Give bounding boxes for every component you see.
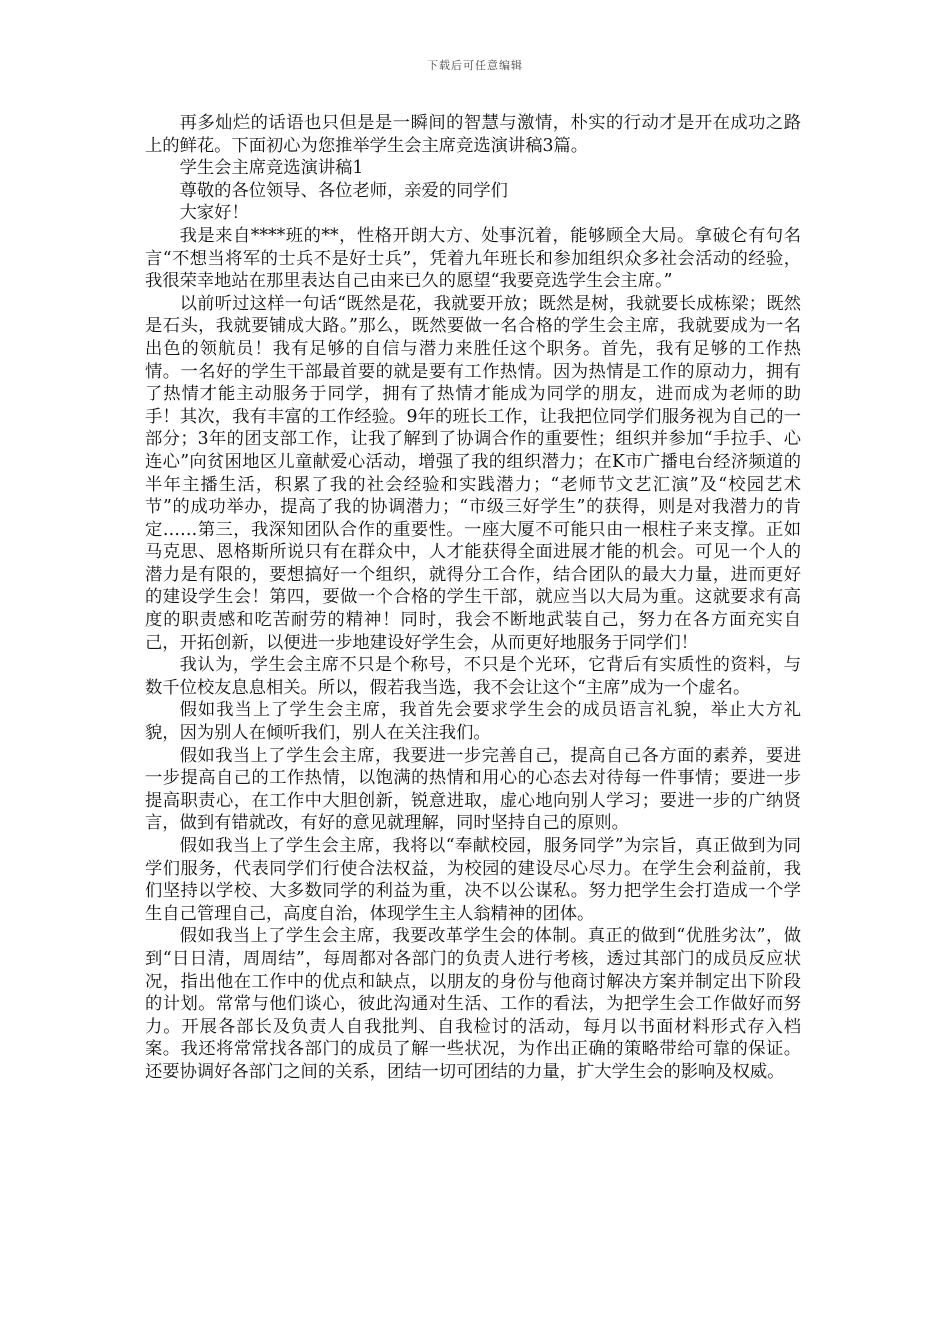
article-body bbox=[145, 112, 801, 1084]
body-paragraph: 假如我当上了学生会主席，我要进一步完善自己，提高自己各方面的素养，要进一步提高自己的工作热情，以饱满的热情和用心的心态去对待每一件事情；要进一步提高职责心，在工作中大胆创新，锐意进取，虚心地向别人学习；要进一步的广纳贤言，做到有错就改，有好的意见就理解，同时坚持自己的原则。 bbox=[145, 745, 801, 834]
body-paragraph: 我认为，学生会主席不只是个称号，不只是个光环，它背后有实质性的资料，与数千位校友息息相关。所以，假若我当选，我不会让这个“主席”成为一个虚名。 bbox=[145, 655, 801, 698]
intro-paragraph: 再多灿烂的话语也只但是是一瞬间的智慧与激情，朴实的行动才是开在成功之路上的鲜花。下面初心为您推举学生会主席竞选演讲稿3篇。 bbox=[145, 113, 801, 156]
body-paragraph: 假如我当上了学生会主席，我要改革学生会的体制。真正的做到“优胜劣汰”，做到“日日清，周周结”，每周都对各部门的负责人进行考核，透过其部门的成员反应状况，指出他在工作中的优点和缺点，以朋友的身份与他商讨解决方案并制定出下阶段的计划。常常与他们谈心，彼此沟通对生活、工作的看法，为把学生会工作做好而努力。开展各部长及负责人自我批判、自我检讨的活动，每月以书面材料形式存入档案。我还将常常找各部门的成员了解一些状况，为作出正确的策略带给可靠的保证。还要协调好各部门之间的关系，团结一切可团结的力量，扩大学生会的影响及权威。 bbox=[145, 926, 801, 1082]
body-paragraph: 假如我当上了学生会主席，我首先会要求学生会的成员语言礼貌，举止大方礼貌，因为别人在倾听我们，别人在关注我们。 bbox=[145, 700, 801, 744]
body-paragraph: 假如我当上了学生会主席，我将以“奉献校园，服务同学”为宗旨，真正做到为同学们服务，代表同学们行使合法权益，为校园的建设尽心尽力。在学生会利益前，我们坚持以学校、大多数同学的利益为重，决不以公谋私。努力把学生会打造成一个学生自己管理自己，高度自治，体现学生主人翁精神的团体。 bbox=[145, 836, 801, 924]
header-note: 下载后可任意编辑 bbox=[427, 59, 523, 72]
salutation: 尊敬的各位领导、各位老师，亲爱的同学们 bbox=[179, 180, 508, 201]
body-paragraph: 以前听过这样一句话“既然是花，我就要开放；既然是树，我就要长成栋梁；既然是石头，我就要铺成大路。”那么，既然要做一名合格的学生会主席，我就要成为一名出色的领航员！我有足够的自信与潜力来胜任这个职务。首先，我有足够的工作热情。一名好的学生干部最首要的就是要有工作热情。因为热情是工作的原动力，拥有了热情才能主动服务于同学，拥有了热情才能成为同学的朋友，进而成为老师的助手！其次，我有丰富的工作经验。9年的班长工作，让我把位同学们服务视为自己的一部分；3年的团支部工作，让我了解到了协调合作的重要性；组织并参加“手拉手、心连心”向贫困地区儿童献爱心活动，增强了我的组织潜力；在K市广播电台经济频道的半年主播生活，积累了我的社会经验和实践潜力；“老师节文艺汇演”及“校园艺术节”的成功举办，提高了我的协调潜力；“市级三好学生”的获得，则是对我潜力的肯定……第三，我深知团队合作的重要性。一座大厦不可能只由一根柱子来支撑。正如马克思、恩格斯所说只有在群众中，人才能获得全面进展才能的机会。可见一个人的潜力是有限的，要想搞好一个组织，就得分工合作，结合团队的最大力量，进而更好的建设学生会！第四，要做一个合格的学生干部，就应当以大局为重。这就要求有高度的职责感和吃苦耐劳的精神！同时，我会不断地武装自己，努力在各方面充实自己，开拓创新，以便进一步地建设好学生会，从而更好地服务于同学们！ bbox=[145, 293, 801, 653]
greeting: 大家好！ bbox=[179, 203, 249, 224]
body-paragraph: 我是来自****班的**，性格开朗大方、处事沉着，能够顾全大局。拿破仑有句名言“不想当将军的士兵不是好士兵”，凭着九年班长和参加组织众多社会活动的经验，我很荣幸地站在那里表达自己由来已久的愿望“我要竞选学生会主席。” bbox=[145, 225, 801, 292]
speech-title: 学生会主席竞选演讲稿1 bbox=[179, 158, 364, 179]
